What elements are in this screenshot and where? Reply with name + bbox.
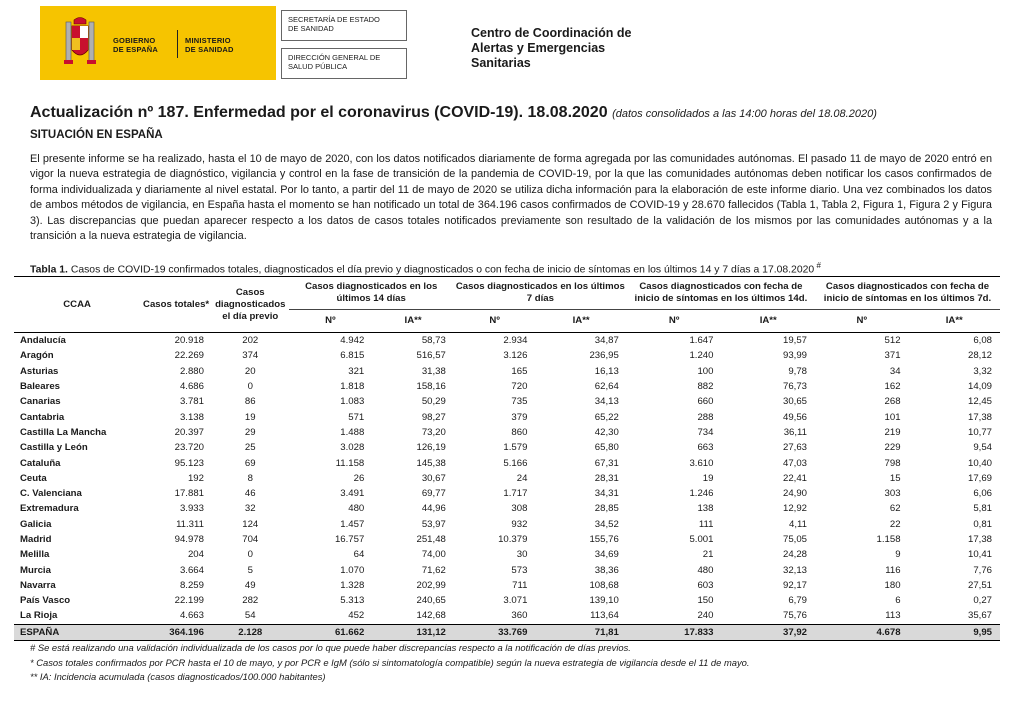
value-cell: 64 (353, 549, 365, 561)
table-row (14, 394, 1000, 409)
subheader-ia: IA** (909, 310, 1000, 333)
subheader-ia: IA** (535, 310, 626, 333)
value-cell: 94.978 (174, 534, 204, 545)
value-cell: 240,65 (416, 595, 446, 607)
value-cell: 303 (884, 488, 901, 500)
value-cell: 49,56 (782, 411, 807, 423)
value-cell: 155,76 (589, 534, 619, 545)
value-cell: 1.158 (876, 534, 901, 545)
value-cell: 49 (244, 579, 256, 591)
value-cell: 14,09 (967, 381, 992, 393)
value-cell: 3.028 (340, 442, 365, 454)
region-name-cell: Melilla (20, 549, 50, 561)
table-row (14, 425, 1000, 440)
value-cell: 480 (697, 564, 714, 576)
footnotes (30, 641, 749, 685)
value-cell: 71,81 (535, 624, 626, 640)
value-cell: 30,67 (421, 472, 446, 484)
value-cell: 202 (242, 335, 259, 347)
subheader-n: Nº (627, 310, 722, 333)
page-title: Actualización nº 187. Enfermedad por el coronavirus (COVID-19). 18.08.2020 (datos consolidados a las 14:00 horas del 18.08.2020) (30, 104, 877, 121)
value-cell: 124 (242, 518, 259, 530)
table-row (14, 562, 1000, 577)
value-cell: 17.833 (627, 624, 722, 640)
region-name-cell: C. Valenciana (20, 488, 82, 500)
value-cell: 192 (187, 472, 204, 484)
value-cell: 54 (244, 610, 256, 622)
value-cell: 86 (244, 396, 256, 408)
value-cell: 38,36 (594, 564, 619, 576)
value-cell: 24 (516, 472, 528, 484)
value-cell: 53,97 (421, 518, 446, 530)
value-cell: 5.001 (689, 534, 714, 545)
value-cell: 24,90 (782, 488, 807, 500)
value-cell: 374 (242, 350, 259, 362)
value-cell: 29 (244, 426, 256, 438)
value-cell: 0,81 (973, 518, 992, 530)
value-cell: 1.083 (340, 396, 365, 408)
value-cell: 22 (889, 518, 901, 530)
region-name-cell: Navarra (20, 579, 56, 591)
value-cell: 5.313 (340, 595, 365, 607)
value-cell: 19 (702, 472, 714, 484)
value-cell: 452 (348, 610, 365, 622)
value-cell: 33.769 (454, 624, 536, 640)
value-cell: 36,11 (783, 426, 807, 438)
col-header-previous-day: Casos diagnosticados el día previo (212, 277, 289, 333)
subheader-ia: IA** (721, 310, 815, 333)
region-name-cell: Castilla La Mancha (20, 426, 107, 438)
value-cell: 251,48 (416, 534, 446, 545)
value-cell: 8 (247, 472, 253, 484)
col-header-total: Casos totales* (140, 277, 212, 333)
subheader-n: Nº (454, 310, 536, 333)
table-row (14, 455, 1000, 470)
value-cell: 32,13 (782, 564, 807, 576)
value-cell: 21 (702, 549, 714, 561)
value-cell: 17,38 (967, 411, 992, 423)
table-row (14, 486, 1000, 501)
value-cell: 704 (242, 534, 259, 545)
footnote: # Se está realizando una validación individualizada de los casos por lo que puede haber discrepancias respecto a la notificación de días previos. (30, 642, 631, 653)
value-cell: 22,41 (782, 472, 807, 484)
value-cell: 58,73 (421, 335, 446, 347)
region-name-cell: Extremadura (20, 503, 79, 515)
value-cell: 100 (697, 365, 714, 377)
value-cell: 35,67 (967, 610, 992, 622)
value-cell: 75,76 (782, 610, 807, 622)
value-cell: 4,11 (789, 518, 807, 530)
table-row (14, 578, 1000, 593)
value-cell: 236,95 (589, 350, 619, 362)
value-cell: 308 (511, 503, 528, 515)
value-cell: 3.664 (179, 564, 204, 576)
value-cell: 113,64 (590, 610, 619, 622)
value-cell: 229 (884, 442, 901, 454)
value-cell: 98,27 (421, 411, 446, 423)
value-cell: 31,38 (421, 365, 446, 377)
value-cell: 720 (511, 381, 528, 393)
value-cell: 480 (348, 503, 365, 515)
value-cell: 131,12 (372, 624, 454, 640)
value-cell: 204 (187, 549, 204, 561)
value-cell: 17,38 (967, 534, 992, 545)
region-name-cell: Galicia (20, 518, 52, 530)
intro-paragraph: El presente informe se ha realizado, hasta el 10 de mayo de 2020, con los datos notificados diariamente de forma agregada por las comunidades autónomas. El pasado 11 de mayo de 2020 entró en vigor la nueva estrategia de diagnóstico, vigilancia y control en la fase de transición de la pandemia de COVID-19, por la que las comunidades autónomas deben notificar los casos confirmados de forma individualizada y diariamente al nivel estatal. Por lo tanto, a partir del 11 de mayo de 2020 se utiliza dicha información para la elaboración de este informe diario. Una vez combinados los datos de ambos métodos de vigilancia, en España hasta el momento se han notificado un total de 364.196 casos confirmados de COVID-19 y 28.670 fallecidos (Tabla 1, Tabla 2, Figura 1, Figura 2 y Figura 3). Las discrepancias que puedan aparecer respecto a los datos de casos totales notificados previamente son resultado de la validación de los mismos por las comunidades autónomas y a la transición a la nueva estrategia de vigilancia. (30, 153, 992, 243)
region-name-cell: Castilla y León (20, 442, 88, 454)
table-row (14, 364, 1000, 379)
value-cell: 162 (884, 381, 901, 393)
value-cell: 12,92 (782, 503, 807, 515)
value-cell: 17,69 (967, 472, 992, 484)
region-name-cell: Cataluña (20, 457, 61, 469)
value-cell: 1.240 (689, 350, 714, 362)
value-cell: 2.128 (212, 624, 289, 640)
value-cell: 17.881 (174, 488, 204, 500)
value-cell: 1.246 (689, 488, 714, 500)
value-cell: 22.269 (174, 350, 204, 362)
value-cell: 9,54 (973, 442, 992, 454)
value-cell: 379 (511, 411, 528, 423)
value-cell: 37,92 (721, 624, 815, 640)
value-cell: 7,76 (973, 564, 992, 576)
section-heading: SITUACIÓN EN ESPAÑA (30, 129, 163, 141)
value-cell: 116 (885, 564, 901, 576)
value-cell: 34,52 (594, 518, 619, 530)
value-cell: 1.579 (503, 442, 528, 454)
value-cell: 3.071 (503, 595, 528, 607)
region-name-cell: Andalucía (20, 335, 66, 347)
value-cell: 46 (244, 488, 256, 500)
value-cell: 0,27 (973, 595, 992, 607)
value-cell: 240 (697, 610, 714, 622)
value-cell: 5,81 (973, 503, 992, 515)
value-cell: 3.933 (179, 503, 204, 515)
value-cell: 219 (884, 426, 901, 438)
table-row (14, 547, 1000, 562)
footnote: * Casos totales confirmados por PCR hasta el 10 de mayo, y por PCR e IgM (sólo si sintomatología compatible) según la nueva estrategia de vigilancia desde el 11 de mayo. (30, 656, 750, 668)
value-cell: 0 (247, 549, 253, 561)
value-cell: 62,64 (594, 381, 619, 393)
value-cell: 10,40 (967, 457, 992, 469)
value-cell: 798 (884, 457, 901, 469)
ministry-logo-text: MINISTERIO DE SANIDAD (185, 36, 234, 54)
value-cell: 735 (511, 396, 528, 408)
table-row (14, 333, 1000, 349)
value-cell: 8.259 (179, 579, 204, 591)
value-cell: 50,29 (421, 396, 446, 408)
value-cell: 10,41 (967, 549, 992, 561)
value-cell: 282 (242, 595, 259, 607)
value-cell: 4.678 (815, 624, 909, 640)
value-cell: 19,57 (782, 335, 807, 347)
value-cell: 660 (697, 396, 714, 408)
directorate-box: DIRECCIÓN GENERAL DE SALUD PÚBLICA (281, 48, 407, 79)
value-cell: 202,99 (416, 579, 446, 591)
table-caption: Tabla 1. Casos de COVID-19 confirmados totales, diagnosticados el día previo y diagnosticados o con fecha de inicio de síntomas en los últimos 14 y 7 días a 17.08.2020 # (30, 261, 821, 276)
subheader-ia: IA** (372, 310, 454, 333)
value-cell: 24,28 (782, 549, 807, 561)
value-cell: 0 (247, 381, 253, 393)
region-name-cell: Cantabria (20, 411, 65, 423)
government-logo (40, 6, 276, 80)
region-name-cell: Baleares (20, 381, 61, 393)
value-cell: 9,78 (788, 365, 807, 377)
value-cell: 28,31 (594, 472, 619, 484)
value-cell: 19 (244, 411, 256, 423)
value-cell: 25 (244, 442, 256, 454)
value-cell: 288 (697, 411, 714, 423)
value-cell: 158,16 (416, 381, 446, 393)
value-cell: 113 (885, 610, 901, 622)
value-cell: 20.397 (174, 426, 204, 438)
table-row (14, 440, 1000, 455)
coordination-center-label: Centro de Coordinación de Alertas y Emergencias Sanitarias (471, 26, 632, 70)
value-cell: 1.457 (340, 518, 365, 530)
value-cell: 74,00 (421, 549, 446, 561)
value-cell: 512 (884, 335, 901, 347)
value-cell: 20 (244, 365, 256, 377)
value-cell: 69 (244, 457, 256, 469)
value-cell: 65,80 (594, 442, 619, 454)
value-cell: 65,22 (594, 411, 619, 423)
value-cell: 734 (697, 426, 714, 438)
value-cell: 5 (247, 564, 253, 576)
value-cell: 28,85 (594, 503, 619, 515)
value-cell: 15 (889, 472, 901, 484)
value-cell: 1.717 (503, 488, 528, 500)
value-cell: 32 (244, 503, 256, 515)
value-cell: 126,19 (416, 442, 446, 454)
value-cell: 321 (348, 365, 365, 377)
value-cell: 30 (516, 549, 528, 561)
value-cell: 165 (511, 365, 528, 377)
footnote: ** IA: Incidencia acumulada (casos diagnosticados/100.000 habitantes) (30, 671, 326, 682)
value-cell: 6,08 (973, 335, 992, 347)
value-cell: 3.781 (179, 396, 204, 408)
value-cell: 16.757 (334, 534, 365, 545)
table-row (14, 471, 1000, 486)
value-cell: 111 (698, 518, 714, 530)
value-cell: 92,17 (782, 579, 807, 591)
value-cell: 360 (511, 610, 528, 622)
value-cell: 2.880 (179, 365, 204, 377)
value-cell: 44,96 (421, 503, 446, 515)
region-name-cell: Asturias (20, 365, 59, 377)
table-row (14, 379, 1000, 394)
table-row (14, 532, 1000, 547)
value-cell: 142,68 (416, 610, 446, 622)
value-cell: 1.818 (340, 381, 365, 393)
value-cell: 69,77 (421, 488, 446, 500)
col-header-ccaa: CCAA (14, 277, 140, 333)
value-cell: 42,30 (594, 426, 619, 438)
value-cell: 3.126 (503, 350, 528, 362)
value-cell: 1.070 (340, 564, 365, 576)
value-cell: 1.647 (689, 335, 714, 347)
value-cell: 108,68 (589, 579, 619, 591)
table-row (14, 501, 1000, 516)
col-header-symptoms-14d: Casos diagnosticados con fecha de inicio de síntomas en los últimos 14d. (627, 277, 815, 310)
value-cell: 711 (512, 579, 528, 591)
value-cell: 62 (889, 503, 901, 515)
value-cell: 101 (884, 411, 901, 423)
region-name-cell: Ceuta (20, 472, 47, 484)
value-cell: 9,95 (909, 624, 1000, 640)
value-cell: 23.720 (174, 442, 204, 454)
value-cell: 2.934 (503, 335, 528, 347)
region-name-cell: Madrid (20, 534, 52, 545)
value-cell: 1.328 (340, 579, 365, 591)
value-cell: 5.166 (503, 457, 528, 469)
value-cell: 3.610 (689, 457, 714, 469)
value-cell: 76,73 (782, 381, 807, 393)
value-cell: 364.196 (140, 624, 212, 640)
value-cell: 268 (884, 396, 901, 408)
value-cell: 10,77 (967, 426, 992, 438)
value-cell: 6 (895, 595, 901, 607)
value-cell: 139,10 (589, 595, 619, 607)
value-cell: 28,12 (967, 350, 992, 362)
value-cell: 34 (889, 365, 901, 377)
table-row (14, 409, 1000, 424)
value-cell: 6,79 (788, 595, 807, 607)
title-note: (datos consolidados a las 14:00 horas del 18.08.2020) (612, 108, 877, 120)
value-cell: 4.663 (179, 610, 204, 622)
value-cell: 95.123 (174, 457, 204, 469)
table-row (14, 348, 1000, 363)
region-name-cell: Murcia (20, 564, 51, 576)
value-cell: 73,20 (421, 426, 446, 438)
value-cell: 30,65 (782, 396, 807, 408)
value-cell: 1.488 (340, 426, 365, 438)
region-name-cell: ESPAÑA (14, 624, 140, 640)
value-cell: 16,13 (594, 365, 619, 377)
value-cell: 145,38 (416, 457, 446, 469)
value-cell: 67,31 (594, 457, 619, 469)
table-total-row (14, 624, 1000, 640)
value-cell: 4.686 (179, 381, 204, 393)
value-cell: 47,03 (782, 457, 807, 469)
value-cell: 138 (697, 503, 714, 515)
value-cell: 603 (697, 579, 714, 591)
value-cell: 61.662 (289, 624, 373, 640)
subheader-n: Nº (289, 310, 373, 333)
value-cell: 516,57 (416, 350, 446, 362)
value-cell: 860 (511, 426, 528, 438)
secretary-box: SECRETARÍA DE ESTADO DE SANIDAD (281, 10, 407, 41)
value-cell: 11.311 (176, 518, 204, 530)
value-cell: 3.491 (340, 488, 365, 500)
value-cell: 371 (884, 350, 901, 362)
table-row (14, 608, 1000, 624)
value-cell: 932 (511, 518, 528, 530)
value-cell: 571 (348, 411, 365, 423)
value-cell: 27,63 (782, 442, 807, 454)
table-row (14, 593, 1000, 608)
region-name-cell: La Rioja (20, 610, 58, 622)
value-cell: 882 (697, 381, 714, 393)
government-logo-text: GOBIERNO DE ESPAÑA (113, 36, 159, 54)
value-cell: 663 (697, 442, 714, 454)
value-cell: 27,51 (967, 579, 992, 591)
value-cell: 11.158 (335, 457, 365, 469)
value-cell: 3.138 (179, 411, 204, 423)
value-cell: 20.918 (174, 335, 204, 347)
logo-divider (177, 30, 178, 58)
value-cell: 34,69 (594, 549, 619, 561)
value-cell: 34,31 (594, 488, 619, 500)
value-cell: 75,05 (782, 534, 807, 545)
subheader-n: Nº (815, 310, 909, 333)
value-cell: 573 (511, 564, 528, 576)
value-cell: 180 (884, 579, 901, 591)
coat-of-arms-icon (62, 16, 98, 70)
value-cell: 10.379 (498, 534, 528, 545)
value-cell: 3,32 (973, 365, 992, 377)
table-row (14, 517, 1000, 532)
cases-table (14, 276, 1000, 641)
value-cell: 9 (895, 549, 901, 561)
col-header-symptoms-7d: Casos diagnosticados con fecha de inicio de síntomas en los últimos 7d. (815, 277, 1000, 310)
region-name-cell: Aragón (20, 350, 54, 362)
value-cell: 6.815 (340, 350, 365, 362)
region-name-cell: Canarias (20, 396, 61, 408)
value-cell: 12,45 (967, 396, 992, 408)
value-cell: 22.199 (174, 595, 204, 607)
value-cell: 150 (697, 595, 714, 607)
value-cell: 34,13 (594, 396, 619, 408)
region-name-cell: País Vasco (20, 595, 71, 607)
value-cell: 6,06 (973, 488, 992, 500)
value-cell: 93,99 (782, 350, 807, 362)
value-cell: 4.942 (340, 335, 365, 347)
value-cell: 71,62 (421, 564, 446, 576)
value-cell: 34,87 (594, 335, 619, 347)
col-header-14-days: Casos diagnosticados en los últimos 14 días (289, 277, 454, 310)
col-header-7-days: Casos diagnosticados en los últimos 7 días (454, 277, 627, 310)
value-cell: 26 (353, 472, 365, 484)
